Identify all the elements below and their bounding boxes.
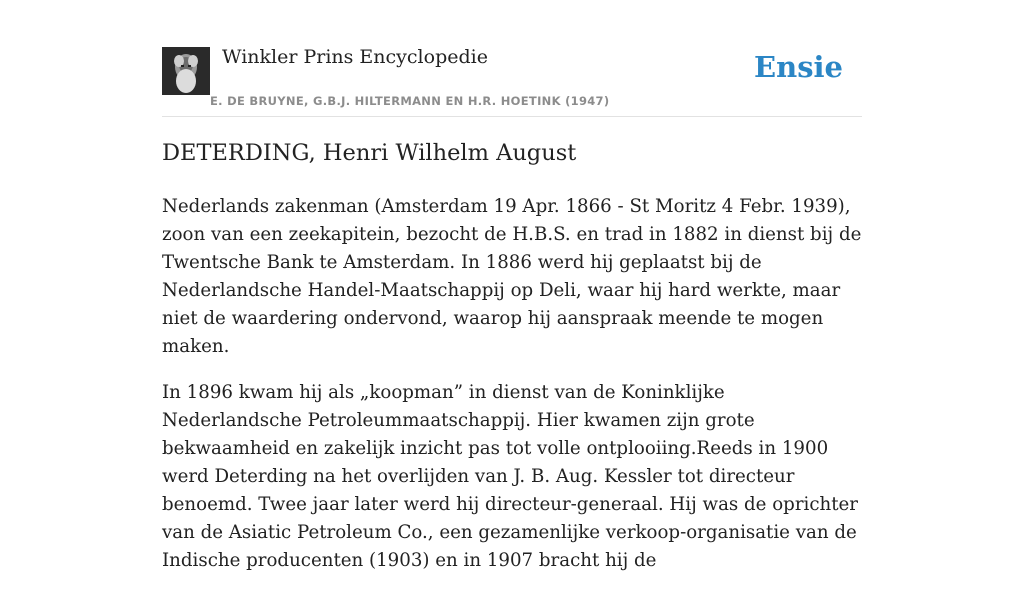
source-header — [162, 0, 862, 117]
article-body — [162, 193, 862, 593]
source-authors: E. DE BRUYNE, G.B.J. HILTERMANN EN H.R. HOETINK (1947) — [210, 94, 610, 108]
article-title: DETERDING, Henri Wilhelm August — [162, 140, 577, 166]
article-paragraph: Nederlands zakenman (Amsterdam 19 Apr. 1866 - St Moritz 4 Febr. 1939), zoon van een zeekapitein, bezocht de H.B.S. en trad in 1882 in dienst bij de Twentsche Bank te Amsterdam. In 1886 werd hij geplaatst bij de Nederlandsche Handel-Maatschappij op Deli, waar hij hard werkte, maar niet de waardering ondervond, waarop hij aanspraak meende te mogen maken. — [162, 196, 862, 357]
article-paragraph: In 1896 kwam hij als „koopman” in dienst van de Koninklijke Nederlandsche Petroleummaatschappij. Hier kwamen zijn grote bekwaamheid en zakelijk inzicht pas tot volle ontplooiing.Reeds in 1900 werd Deterding na het overlijden van J. B. Aug. Kessler tot directeur benoemd. Twee jaar later werd hij directeur-generaal. Hij was de oprichter van de Asiatic Petroleum Co., een gezamenlijke verkoop-organisatie van de Indische producenten (1903) en in 1907 bracht hij de — [162, 382, 858, 571]
source-title[interactable]: Winkler Prins Encyclopedie — [222, 46, 488, 68]
author-portrait — [162, 47, 210, 95]
ensie-logo-link[interactable]: Ensie — [754, 50, 843, 84]
portrait-image-icon — [162, 47, 210, 95]
article-page — [162, 0, 862, 571]
